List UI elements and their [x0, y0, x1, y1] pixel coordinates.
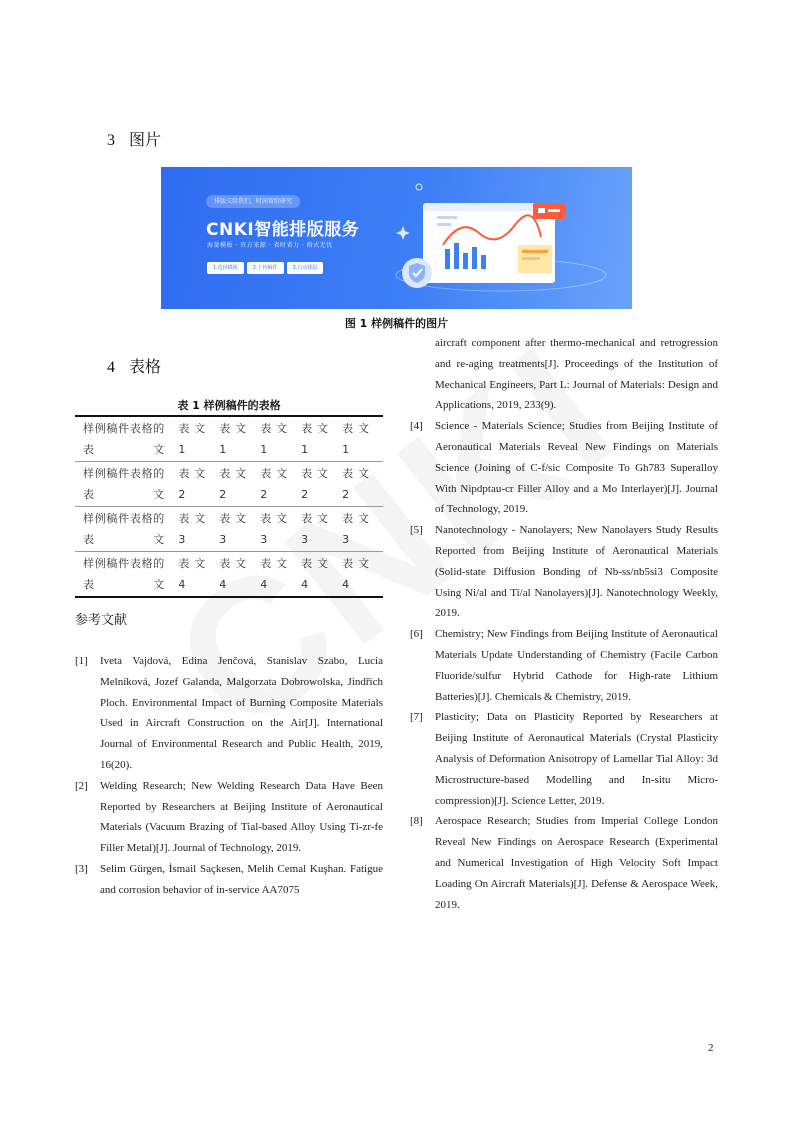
reference-text: Chemistry; New Findings from Beijing Institute of Aeronautical Materials Update Understanding of Chemistry (Facile Carbon Fluoride/sulfur Hybrid Cathode for High-rate Lithium Batteries)[J]. Chemicals & Chemistry, 2019.	[435, 628, 718, 703]
table-cell: 表文2	[260, 467, 288, 501]
reference-item	[410, 416, 718, 520]
table-cell: 表文3	[342, 512, 369, 546]
reference-text: Welding Research; New Welding Research Data Have Been Reported by Researchers at Beijing Institute of Aeronautical Materials (Vacuum Brazing of Tial-based Alloy Using Ti-zr-fe Filler Metal)[J]. Journal of Technology, 2019.	[100, 779, 383, 855]
references-column-left	[75, 651, 383, 901]
table-cell: 表文4	[301, 557, 329, 591]
reference-tag: [2]	[75, 779, 88, 792]
reference-tag: [3]	[75, 862, 88, 875]
section-title: 表格	[129, 357, 162, 376]
reference-item	[75, 776, 383, 859]
banner-tagline: 排版交给我们，时间留给研究	[206, 195, 300, 208]
table-cell: 表文3	[260, 512, 288, 546]
reference-item	[75, 859, 383, 901]
section-heading-4	[107, 354, 161, 377]
reference-text: aircraft component after thermo-mechanical and retrogression and re-aging treatments[J]. Proceedings of the Institution of Mechanical Engineers, Part L: Journal of Materials: Design and Applications, 2019, 233(9).	[435, 337, 718, 412]
section-title: 图片	[129, 130, 162, 149]
reference-tag: [4]	[410, 420, 423, 433]
table-cell: 表文4	[342, 557, 369, 591]
table-cell: 表文2	[219, 467, 247, 501]
reference-tag: [7]	[410, 711, 423, 724]
table-cell: 表文2	[342, 467, 369, 501]
reference-item	[410, 707, 718, 811]
reference-text: Science - Materials Science; Studies from Beijing Institute of Aeronautical Materials Reveal New Findings on Materials Science (Joining of C-f/sic Composite To Gh783 Superalloy With Nipdptau-cr Filler Alloy and a Mo Interlayer)[J]. Journal of Technology, 2019.	[435, 420, 718, 516]
references-heading: 参考文献	[75, 613, 128, 628]
table-cell: 表文4	[219, 557, 247, 591]
reference-item-continued	[410, 333, 718, 416]
reference-tag: [5]	[410, 524, 423, 537]
reference-text: Plasticity; Data on Plasticity Reported by Researchers at Beijing Institute of Aeronautical Materials (Crystal Plasticity Analysis of Deformation Anisotropy of Lamellar Tial Alloy: 3d Microstructure-based Modelling and In-situ Micro-compression)[J]. Science Letter, 2019.	[435, 711, 718, 807]
table-cell: 表文3	[301, 512, 329, 546]
table-cell: 表文2	[301, 467, 329, 501]
table-row	[75, 462, 383, 507]
table-cell: 表文3	[219, 512, 247, 546]
table-cell: 表文4	[178, 557, 206, 591]
sample-table	[75, 415, 383, 598]
table-cell: 表文2	[178, 467, 206, 501]
table-row	[75, 552, 383, 598]
reference-tag: [6]	[410, 628, 423, 641]
reference-item	[410, 811, 718, 915]
table-cell: 表文1	[342, 422, 369, 456]
section-number: 4	[107, 359, 115, 376]
section-number: 3	[107, 132, 115, 149]
table-cell-label: 样例稿件表格的表文	[83, 557, 165, 591]
figure-caption: 图 1 样例稿件的图片	[344, 317, 449, 330]
banner-subtitle: 海量模板 · 官方来源 · 省时省力 · 格式无忧	[207, 242, 333, 249]
table-cell-label: 样例稿件表格的表文	[83, 467, 165, 501]
references-column-right	[410, 333, 718, 915]
reference-text: Iveta Vajdová, Edina Jenčová, Stanislav Szabo, Lucia Melníková, Jozef Galanda, Malgorzata Dobrowolska, Jindřich Ploch. Environmental Impact of Burning Composite Materials Used in Aircraft Construction on the Air[J]. International Journal of Environmental Research and Public Health, 2019, 16(20).	[100, 655, 383, 771]
reference-text: Nanotechnology - Nanolayers; New Nanolayers Study Results Reported from Beijing Institute of Aeronautical Materials (Solid-state Diffusion Bonding of Nb-ss/nb5si3 Composite Using Ni/al and Ti/al Nanolayers)[J]. Nanotechnology Weekly, 2019.	[435, 524, 718, 620]
table-cell: 表文1	[260, 422, 288, 456]
page-number: 2	[708, 1042, 714, 1054]
table-cell: 表文1	[301, 422, 329, 456]
banner-illustration	[391, 167, 632, 309]
table-row	[75, 416, 383, 462]
table-cell: 表文3	[178, 512, 206, 546]
reference-text: Aerospace Research; Studies from Imperial College London Reveal New Findings on Aerospace Research (Experimental and Numerical Investigation of High Velocity Soft Impact Loading On Aircraft Materials)[J]. Defense & Aerospace Week, 2019.	[435, 815, 718, 911]
banner-brand: CNKI智能排版服务	[206, 220, 360, 240]
table-cell-label: 样例稿件表格的表文	[83, 422, 165, 456]
reference-item	[410, 624, 718, 707]
banner-step: 3.自动排版	[287, 262, 324, 274]
table-cell-label: 样例稿件表格的表文	[83, 512, 165, 546]
banner-step: 1.选择模板	[207, 262, 244, 274]
reference-tag: [8]	[410, 815, 423, 828]
reference-tag: [1]	[75, 655, 88, 667]
banner-step: 2.上传稿件	[247, 262, 284, 274]
reference-item	[75, 651, 383, 776]
reference-text: Selim Gürgen, İsmail Saçkesen, Melih Cemal Kuşhan. Fatigue and corrosion behavior of in-service AA7075	[100, 862, 383, 896]
table-caption: 表 1 样例稿件的表格	[177, 399, 281, 412]
table-cell: 表文4	[260, 557, 288, 591]
table-cell: 表文1	[219, 422, 247, 456]
banner-steps	[207, 262, 323, 274]
reference-item	[410, 520, 718, 624]
table-cell: 表文1	[178, 422, 206, 456]
section-heading-3	[107, 127, 161, 150]
figure-image	[161, 167, 632, 309]
table-row	[75, 507, 383, 552]
